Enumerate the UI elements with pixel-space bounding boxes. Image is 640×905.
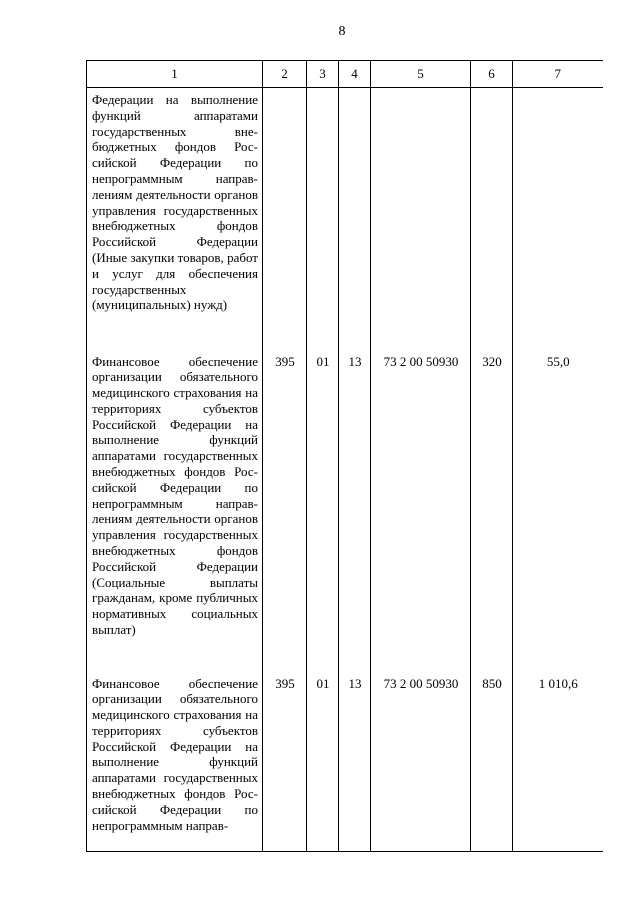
row-expense-type-code: 320 <box>471 350 513 672</box>
row-amount <box>513 88 603 350</box>
row-amount: 55,0 <box>513 350 603 672</box>
table-row <box>87 88 603 350</box>
row-expense-type-code: 850 <box>471 672 513 852</box>
column-header-1: 1 <box>87 61 263 88</box>
table-row <box>87 350 603 672</box>
row-target-code <box>371 88 471 350</box>
row-section-code: 01 <box>307 350 339 672</box>
row-admin-code <box>263 88 307 350</box>
row-amount: 1 010,6 <box>513 672 603 852</box>
column-header-3: 3 <box>307 61 339 88</box>
row-description: Финансовое обеспечение организации обязательного медицинского страхования на территориях субъектов Российской Федерации на выполнение функций аппаратами государственных внебюджетных фондов Российской Федерации по непрограммным направлениям деятельности органов управления государственных внебюджетных фондов Российской Федерации (Социальные выплаты гражданам, кроме публичных нормативных социальных выплат) <box>87 350 263 672</box>
column-header-4: 4 <box>339 61 371 88</box>
row-section-code <box>307 88 339 350</box>
row-admin-code: 395 <box>263 350 307 672</box>
row-target-code: 73 2 00 50930 <box>371 672 471 852</box>
budget-table <box>86 60 603 852</box>
row-target-code: 73 2 00 50930 <box>371 350 471 672</box>
page-number: 8 <box>338 24 346 39</box>
row-admin-code: 395 <box>263 672 307 852</box>
row-description: Финансовое обеспечение организации обязательного медицинского страхования на территориях субъектов Российской Федерации на выполнение функций аппаратами государственных внебюджетных фондов Российской Федерации по непрограммным направ- <box>87 672 263 852</box>
column-header-5: 5 <box>371 61 471 88</box>
column-header-2: 2 <box>263 61 307 88</box>
row-section-code: 01 <box>307 672 339 852</box>
table-header-row <box>87 61 603 88</box>
row-subsection-code: 13 <box>339 350 371 672</box>
row-subsection-code <box>339 88 371 350</box>
row-description: Федерации на выполнение функций аппаратами государственных внебюджетных фондов Российской Федерации по непрограммным направлениям деятельности органов управления государственных внебюджетных фондов Российской Федерации (Иные закупки товаров, работ и услуг для обеспечения государственных (муниципальных) нужд) <box>87 88 263 350</box>
row-subsection-code: 13 <box>339 672 371 852</box>
table-row <box>87 672 603 852</box>
column-header-7: 7 <box>513 61 603 88</box>
column-header-6: 6 <box>471 61 513 88</box>
row-expense-type-code <box>471 88 513 350</box>
